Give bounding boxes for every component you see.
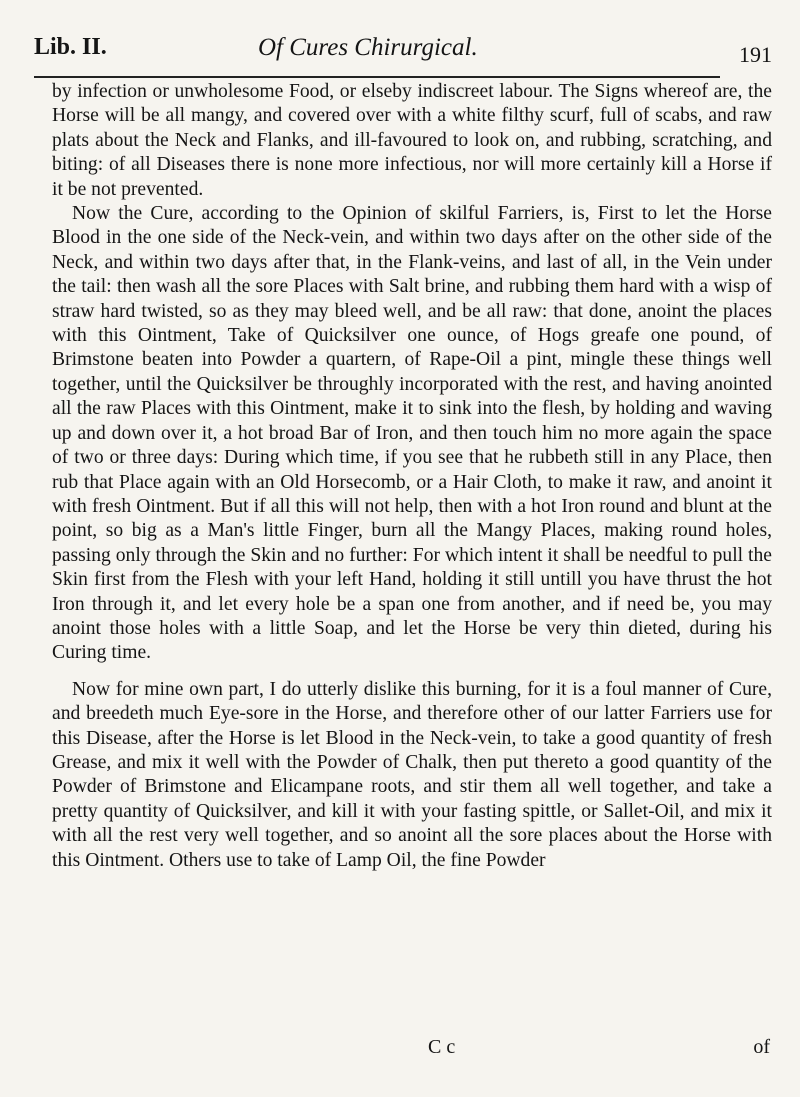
header-rule (34, 76, 720, 78)
book-number: Lib. II. (34, 34, 107, 60)
catchword: of (753, 1036, 770, 1058)
paragraph-alternative-cure: Now for mine own part, I do utterly dislike this burning, for it is a foul manner of Cure, and breedeth much Eye-sore in the Horse, and therefore other of our latter Farriers use for this Disease, after the Horse is let Blood in the Neck-vein, to take a good quantity of fresh Grease, and mix it well with the Powder of Chalk, then put thereto a good quantity of the Powder of Brimstone and Elicampane roots, and stir them all well together, and take a pretty quantity of Quicksilver, and kill it with your fasting spittle, or Sallet-Oil, and mix it with all the rest very well together, and so anoint all the sore places about the Horse with this Ointment. Others use to take of Lamp Oil, the fine Powder (52, 678, 772, 871)
signature-mark: C c (428, 1036, 456, 1058)
page-header (34, 30, 772, 74)
page-body (52, 80, 772, 873)
paragraph-signs: by infection or unwholesome Food, or elseby indiscreet labour. The Signs whereof are, the Horse will be all mangy, and covered over with a white filthy scurf, full of scabs, and raw plats about the Neck and Flanks, and ill-favoured to look on, and rubbing, scratching, and biting: of all Diseases there is none more infectious, nor will more certainly kill a Horse if it be not prevented. (52, 81, 772, 200)
paragraph-cure: Now the Cure, according to the Opinion of skilful Farriers, is, First to let the Horse Blood in the one side of the Neck-vein, and within two days after on the other side of the Neck, and within two days after that, in the Flank-veins, and last of all, in the Vein under the tail: then wash all the sore Places with Salt brine, and rubbing them hard with a wisp of straw hard twisted, so as they may bleed well, and be all raw: that done, anoint the places with this Ointment, Take of Quicksilver one ounce, of Hogs greafe one pound, of Brimstone beaten into Powder a quartern, of Rape-Oil a pint, mingle these things well together, until the Quicksilver be throughly incorporated with the rest, and having anointed all the raw Places with this Ointment, make it to sink into the flesh, by holding and waving up and down over it, a hot broad Bar of Iron, and then touch him no more again the space of two or three days: During which time, if you see that he rubbeth still in any Place, then rub that Place again with an Old Horsecomb, or a Hair Cloth, to make it raw, and anoint it with fresh Ointment. But if all this will not help, then with a hot Iron round and blunt at the point, so big as a Man's little Finger, burn all the Mangy Places, making round holes, passing only through the Skin and no further: For which intent it shall be needful to pull the Skin first from the Flesh with your left Hand, holding it still untill you have thrust the hot Iron through it, and let every hole be a span one from another, and if need be, you may anoint those holes with a little Soap, and let the Horse be very thin dieted, during his Curing time. (52, 203, 772, 664)
running-title: Of Cures Chirurgical. (258, 34, 478, 61)
page-number: 191 (739, 42, 772, 67)
